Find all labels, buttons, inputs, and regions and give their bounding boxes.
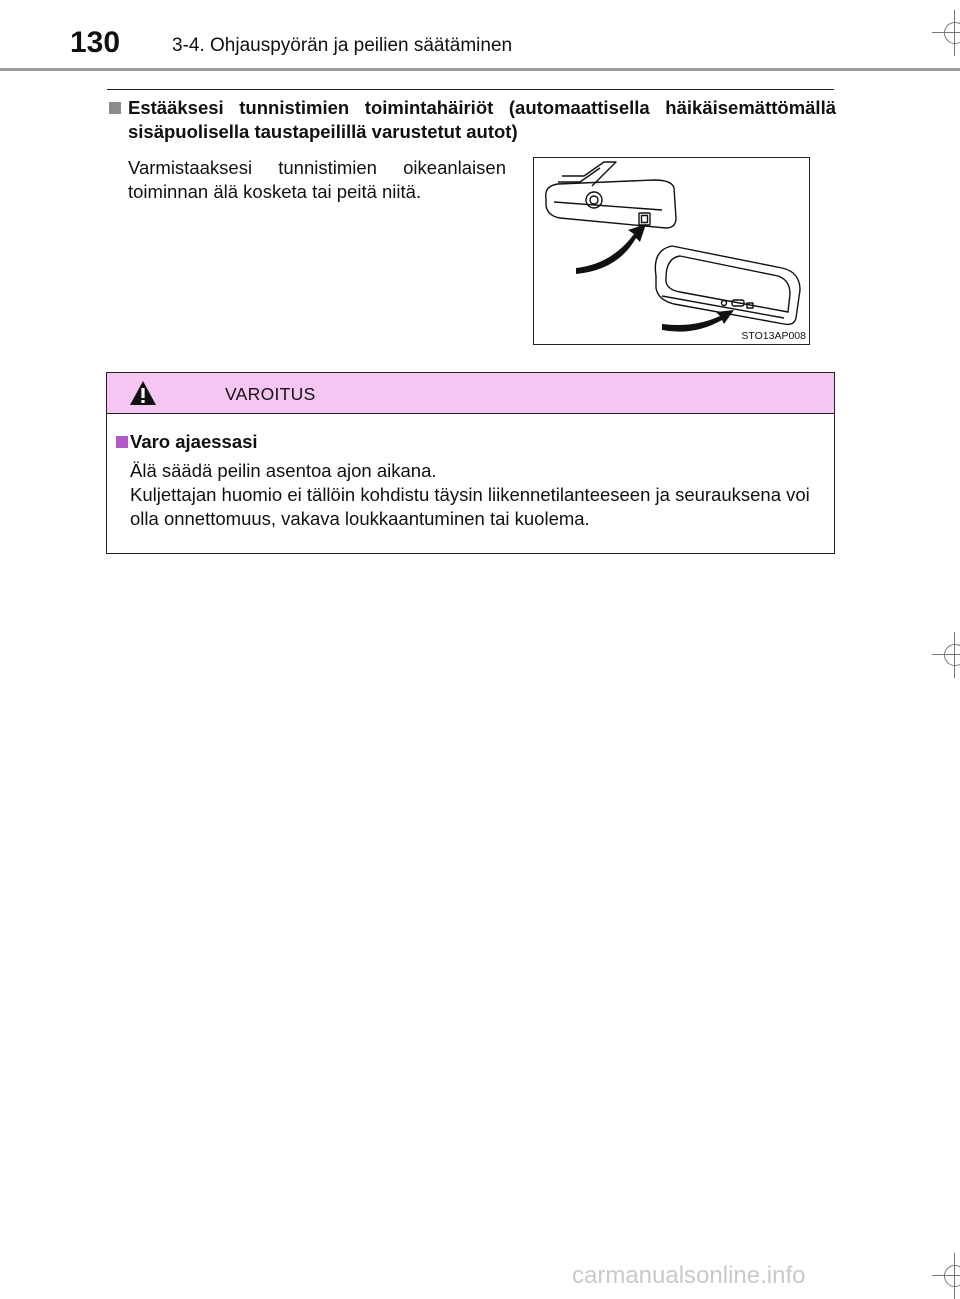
warning-header: [107, 373, 834, 414]
heading-bullet-icon: [109, 102, 121, 114]
crop-mark-icon: [944, 644, 960, 666]
warning-bullet-icon: [116, 436, 128, 448]
page-number: 130: [70, 26, 121, 59]
section-body: Varmistaaksesi tunnistimien oikeanlaisen toiminnan älä kosketa tai peitä niitä.: [128, 157, 506, 202]
crop-mark-icon: [944, 1265, 960, 1287]
section-heading: Estääksesi tunnistimien toimintahäiriöt (automaattisella häikäisemättömällä sisäpuolisella taustapeilillä varustetut autot): [128, 97, 836, 142]
header-rule: [0, 68, 960, 71]
warning-triangle-icon: [129, 380, 157, 406]
warning-text: [130, 459, 820, 531]
figure-code: STO13AP008: [741, 330, 806, 342]
crop-mark-icon: [944, 22, 960, 44]
mirror-illustration: [534, 158, 809, 344]
section-title: 3-4. Ohjauspyörän ja peilien säätäminen: [172, 35, 513, 56]
mirror-sensor-figure: [533, 157, 810, 345]
content-rule: [107, 89, 834, 90]
warning-subtitle: Varo ajaessasi: [130, 431, 258, 452]
watermark: carmanualsonline.info: [572, 1262, 806, 1289]
warning-title: VAROITUS: [225, 384, 316, 404]
warning-line: Kuljettajan huomio ei tällöin kohdistu täysin liikennetilanteeseen ja seurauksena voi olla onnettomuus, vakava loukkaantuminen tai kuolema.: [130, 484, 810, 529]
warning-box: [106, 372, 835, 554]
warning-line: Älä säädä peilin asentoa ajon aikana.: [130, 460, 437, 481]
